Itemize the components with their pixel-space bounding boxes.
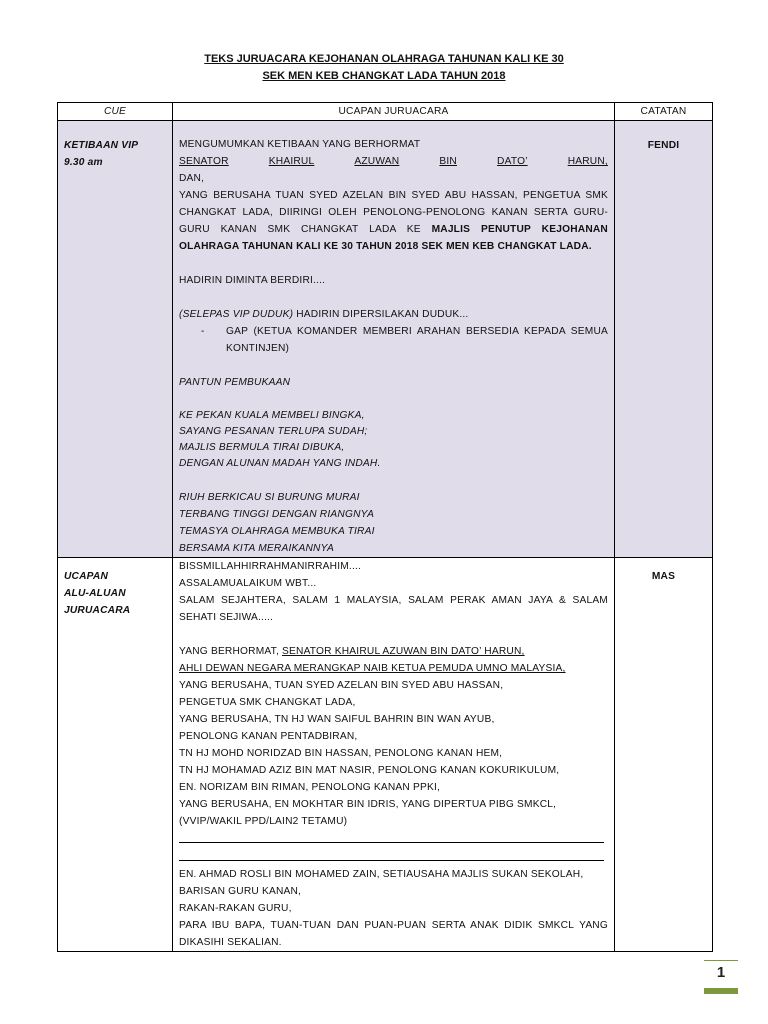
- catatan-cell: FENDI: [615, 121, 713, 558]
- senator-word: DATO’: [497, 156, 528, 167]
- pantun-line: BERSAMA KITA MERAIKANNYA: [179, 543, 335, 554]
- pantun-line: TEMASYA OLAHRAGA MEMBUKA TIRAI: [179, 526, 375, 537]
- pantun-line: TERBANG TINGGI DENGAN RIANGNYA: [179, 509, 375, 520]
- ucapan-cell: [173, 121, 615, 558]
- gap-bullet: [179, 323, 608, 357]
- opening-line: BISSMILLAHHIRRAHMANIRRAHIM....: [179, 561, 362, 572]
- guest-line: YANG BERUSAHA, TUAN SYED AZELAN BIN SYED ABU HASSAN,: [179, 680, 504, 691]
- senator-word: BIN: [439, 156, 457, 167]
- vip-paragraph-text: YANG BERUSAHA TUAN SYED AZELAN BIN SYED ABU HASSAN, PENGETUA SMK CHANGKAT LADA, DIIRINGI OLEH PENOLONG-PENOLONG KANAN SERTA GURU-GURU KANAN SMK CHANGKAT LADA KE: [179, 190, 608, 235]
- cue-label: ALU-ALUAN: [64, 588, 126, 599]
- ucapan-cell: [173, 558, 615, 952]
- header-ucapan: UCAPAN JURUACARA: [173, 103, 615, 121]
- cue-label: JURUACARA: [64, 605, 131, 616]
- cue-cell: [58, 558, 173, 952]
- page-number-bar: [704, 988, 738, 994]
- closing-paragraph: PARA IBU BAPA, TUAN-TUAN DAN PUAN-PUAN SERTA ANAK DIDIK SMKCL YANG DIKASIHI SEKALIAN.: [179, 920, 608, 948]
- guest-line: (VVIP/WAKIL PPD/LAIN2 TETAMU): [179, 816, 348, 827]
- guest-line: TN HJ MOHAMAD AZIZ BIN MAT NASIR, PENOLONG KANAN KOKURIKULUM,: [179, 765, 560, 776]
- document-title-line-1: TEKS JURUACARA KEJOHANAN OLAHRAGA TAHUNAN KALI KE 30: [204, 53, 564, 65]
- senator-word: SENATOR: [179, 156, 229, 167]
- selepas-italic: (SELEPAS VIP DUDUK): [179, 309, 294, 320]
- pantun-stanza-2: [179, 489, 608, 557]
- page-number-rule: [704, 960, 738, 961]
- senator-word: KHAIRUL: [268, 156, 315, 167]
- blank-fill-line: [179, 830, 604, 843]
- guest-line: TN HJ MOHD NORIDZAD BIN HASSAN, PENOLONG KANAN HEM,: [179, 748, 503, 759]
- berdiri-line: HADIRIN DIMINTA BERDIRI....: [179, 275, 326, 286]
- pantun-stanza-1: [179, 408, 608, 472]
- catatan-cell: MAS: [615, 558, 713, 952]
- pantun-line: RIUH BERKICAU SI BURUNG MURAI: [179, 492, 360, 503]
- table-header-row: [58, 103, 713, 121]
- senator-line: [179, 153, 608, 170]
- event-name-bold: MAJLIS PENUTUP KEJOHANAN OLAHRAGA TAHUNAN KALI KE 30 TAHUN 2018 SEK MEN KEB CHANGKAT LADA.: [179, 224, 608, 252]
- opening-line: ASSALAMUALAIKUM WBT...: [179, 578, 317, 589]
- pantun-line: DENGAN ALUNAN MADAH YANG INDAH.: [179, 458, 381, 469]
- senator-word: HARUN,: [567, 156, 608, 167]
- senator-word: AZUWAN: [354, 156, 400, 167]
- blank-fill-line: [179, 843, 604, 861]
- dan-line: DAN,: [179, 173, 205, 184]
- guest-line: YANG BERUSAHA, TN HJ WAN SAIFUL BAHRIN BIN WAN AYUB,: [179, 714, 495, 725]
- cue-cell: [58, 121, 173, 558]
- guest-line: YANG BERUSAHA, EN MOKHTAR BIN IDRIS, YANG DIPERTUA PIBG SMKCL,: [179, 799, 557, 810]
- ahli-line: AHLI DEWAN NEGARA MERANGKAP NAIB KETUA PEMUDA UMNO MALAYSIA,: [179, 663, 566, 674]
- page-number: 1: [716, 964, 726, 981]
- selepas-text: HADIRIN DIPERSILAKAN DUDUK...: [293, 309, 469, 320]
- guest-line: EN. AHMAD ROSLI BIN MOHAMED ZAIN, SETIAUSAHA MAJLIS SUKAN SEKOLAH,: [179, 869, 584, 880]
- pantun-line: KE PEKAN KUALA MEMBELI BINGKA,: [179, 410, 365, 421]
- header-catatan: CATATAN: [615, 103, 713, 121]
- guest-line: RAKAN-RAKAN GURU,: [179, 903, 292, 914]
- vip-paragraph: [179, 187, 608, 255]
- pantun-line: MAJLIS BERMULA TIRAI DIBUKA,: [179, 442, 345, 453]
- cue-time: 9.30 am: [64, 157, 103, 168]
- cue-label: KETIBAAN VIP: [64, 140, 139, 151]
- yb-line: [179, 643, 608, 660]
- pantun-line: SAYANG PESANAN TERLUPA SUDAH;: [179, 426, 368, 437]
- pantun-title: PANTUN PEMBUKAAN: [179, 377, 291, 388]
- gap-text: GAP (KETUA KOMANDER MEMBERI ARAHAN BERSEDIA KEPADA SEMUA KONTINJEN): [226, 326, 608, 354]
- guest-line: PENOLONG KANAN PENTADBIRAN,: [179, 731, 358, 742]
- salam-paragraph: SALAM SEJAHTERA, SALAM 1 MALAYSIA, SALAM PERAK AMAN JAYA & SALAM SEHATI SEJIWA.....: [179, 595, 608, 623]
- guest-line: PENGETUA SMK CHANGKAT LADA,: [179, 697, 356, 708]
- guest-line: BARISAN GURU KANAN,: [179, 886, 302, 897]
- document-title-line-2: SEK MEN KEB CHANGKAT LADA TAHUN 2018: [262, 70, 506, 82]
- table-row-ketibaan-vip: [58, 121, 713, 558]
- guest-line: EN. NORIZAM BIN RIMAN, PENOLONG KANAN PPKI,: [179, 782, 441, 793]
- header-cue: CUE: [58, 103, 173, 121]
- yb-prefix: YANG BERHORMAT,: [179, 646, 283, 657]
- dash-marker: -: [201, 326, 205, 337]
- announce-line: MENGUMUMKAN KETIBAAN YANG BERHORMAT: [179, 139, 421, 150]
- cue-label: UCAPAN: [64, 571, 109, 582]
- table-row-ucapan-alu-aluan: [58, 558, 713, 952]
- page-number-box: [704, 960, 738, 996]
- yb-name: SENATOR KHAIRUL AZUWAN BIN DATO’ HARUN,: [282, 646, 525, 657]
- selepas-line: [179, 306, 608, 323]
- script-table: [57, 102, 713, 952]
